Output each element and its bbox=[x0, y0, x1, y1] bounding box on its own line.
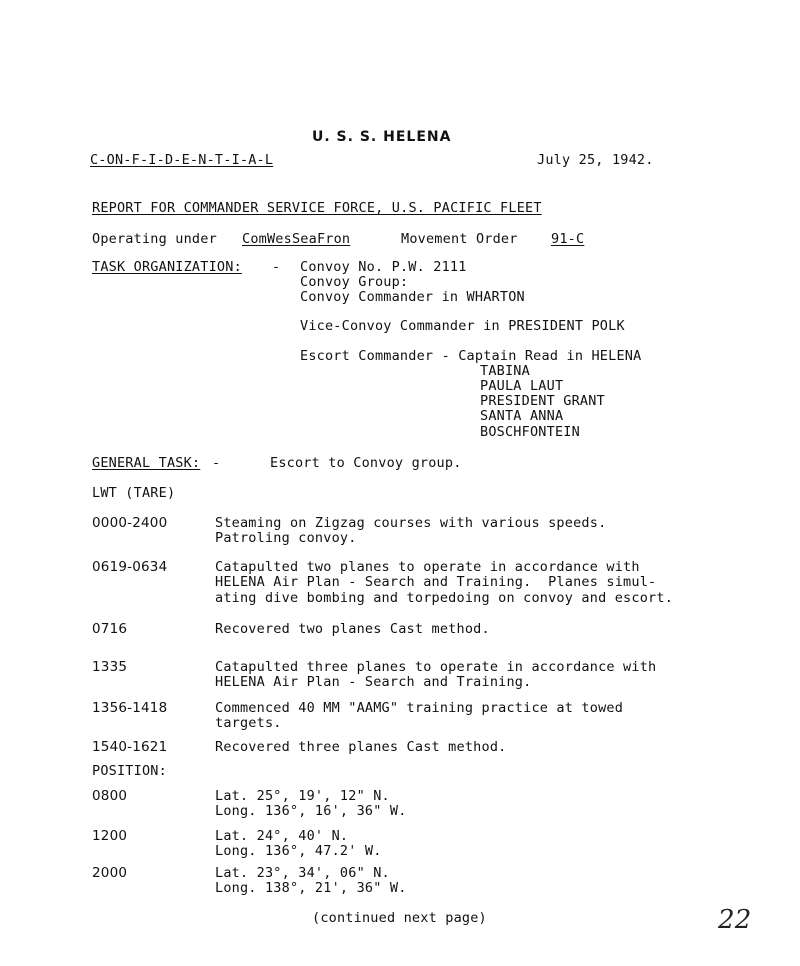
position-latitude: Lat. 24°, 40' N. bbox=[215, 828, 349, 844]
report-date: July 25, 1942. bbox=[537, 152, 654, 168]
escort-ship: BOSCHFONTEIN bbox=[480, 424, 580, 440]
movement-order-label: Movement Order bbox=[401, 231, 518, 247]
log-entry-text: Commenced 40 MM "AAMG" training practice at towed bbox=[215, 700, 624, 716]
convoy-group: Convoy Group: bbox=[300, 274, 409, 290]
log-entry-text: Recovered two planes Cast method. bbox=[215, 621, 490, 637]
log-entry-text: ating dive bombing and torpedoing on convoy and escort. bbox=[215, 590, 674, 606]
log-entry-text: targets. bbox=[215, 715, 282, 731]
escort-ship: TABINA bbox=[480, 363, 530, 379]
task-organization-label: TASK ORGANIZATION: bbox=[92, 259, 242, 275]
task-organization-dash: - bbox=[272, 259, 281, 275]
log-time: 1356-1418 bbox=[92, 700, 168, 716]
log-entry-text: Catapulted two planes to operate in accordance with bbox=[215, 559, 640, 575]
position-latitude: Lat. 25°, 19', 12" N. bbox=[215, 788, 390, 804]
position-longitude: Long. 136°, 47.2' W. bbox=[215, 843, 382, 859]
log-entry-text: Patroling convoy. bbox=[215, 530, 357, 546]
vice-convoy-commander: Vice-Convoy Commander in PRESIDENT POLK bbox=[300, 318, 625, 334]
classification-label: C-ON-F-I-D-E-N-T-I-A-L bbox=[90, 152, 274, 168]
report-title: REPORT FOR COMMANDER SERVICE FORCE, U.S. PACIFIC FLEET bbox=[92, 200, 542, 216]
convoy-commander: Convoy Commander in WHARTON bbox=[300, 289, 525, 305]
log-entry-text: Steaming on Zigzag courses with various speeds. bbox=[215, 515, 607, 531]
operating-authority: ComWesSeaFron bbox=[242, 231, 351, 247]
position-time: 1200 bbox=[92, 828, 128, 844]
log-entry-text: Recovered three planes Cast method. bbox=[215, 739, 507, 755]
general-task-label: GENERAL TASK: bbox=[92, 455, 201, 471]
log-time: 0716 bbox=[92, 621, 128, 637]
handwritten-page-number: 22 bbox=[718, 905, 752, 935]
operating-prefix: Operating under bbox=[92, 231, 217, 247]
ship-name-heading: U. S. S. HELENA bbox=[312, 129, 452, 145]
position-latitude: Lat. 23°, 34', 06" N. bbox=[215, 865, 390, 881]
escort-ship: PAULA LAUT bbox=[480, 378, 564, 394]
escort-ship: PRESIDENT GRANT bbox=[480, 393, 605, 409]
general-task-dash: - bbox=[212, 455, 221, 471]
convoy-number: Convoy No. P.W. 2111 bbox=[300, 259, 467, 275]
log-time: 0619-0634 bbox=[92, 559, 168, 575]
escort-ship: SANTA ANNA bbox=[480, 408, 564, 424]
position-label: POSITION: bbox=[92, 763, 167, 779]
position-time: 2000 bbox=[92, 865, 128, 881]
general-task-text: Escort to Convoy group. bbox=[270, 455, 462, 471]
log-entry-text: HELENA Air Plan - Search and Training. Planes simul- bbox=[215, 574, 657, 590]
log-time: 0000-2400 bbox=[92, 515, 168, 531]
movement-order-number: 91-C bbox=[551, 231, 585, 247]
log-entry-text: HELENA Air Plan - Search and Training. bbox=[215, 674, 532, 690]
position-time: 0800 bbox=[92, 788, 128, 804]
continued-footer: (continued next page) bbox=[312, 910, 487, 926]
log-time: 1540-1621 bbox=[92, 739, 168, 755]
log-time: 1335 bbox=[92, 659, 128, 675]
log-entry-text: Catapulted three planes to operate in accordance with bbox=[215, 659, 657, 675]
position-longitude: Long. 138°, 21', 36" W. bbox=[215, 880, 407, 896]
time-zone-label: LWT (TARE) bbox=[92, 485, 176, 501]
position-longitude: Long. 136°, 16', 36" W. bbox=[215, 803, 407, 819]
escort-commander: Escort Commander - Captain Read in HELENA bbox=[300, 348, 642, 364]
